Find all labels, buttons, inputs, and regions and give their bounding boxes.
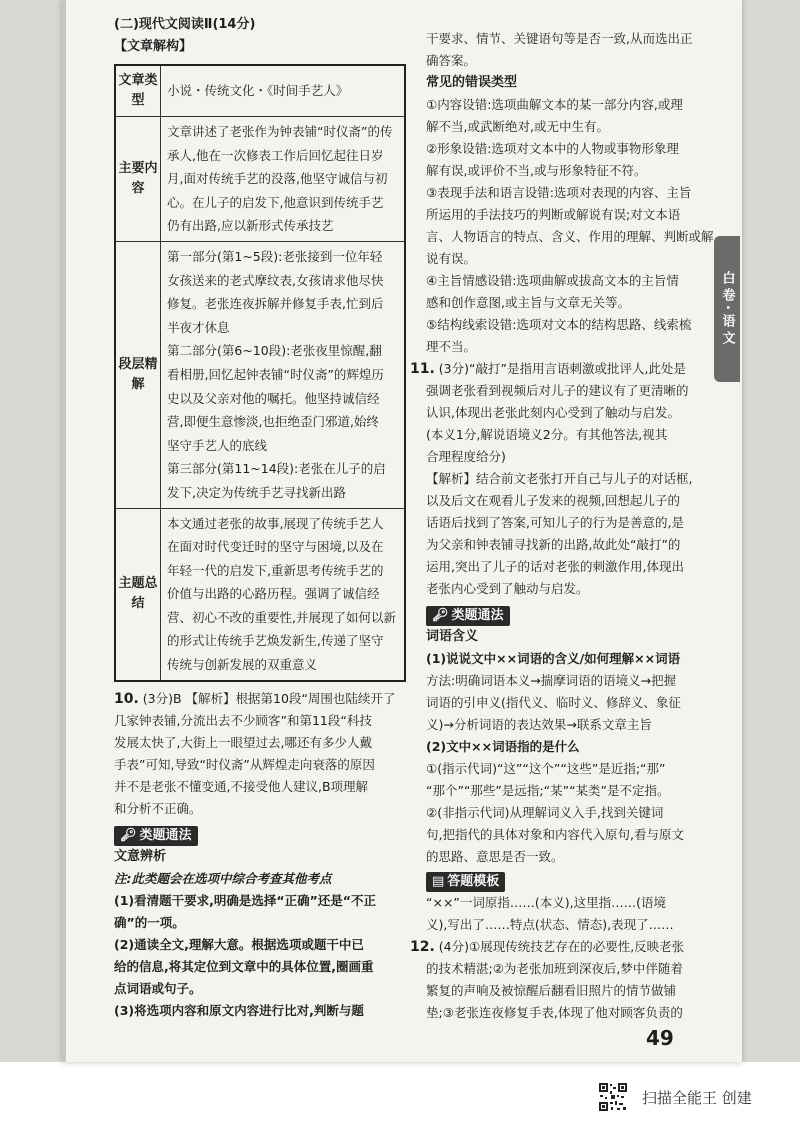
left-column: [114, 14, 402, 1022]
text-line: 并不是老张不懂变通,不接受他人建议,B项理解: [114, 778, 369, 794]
error-heading: 常见的错误类型: [426, 75, 518, 90]
text-line: 言、人物语言的特点、含义、作用的理解、判断或解: [426, 229, 714, 244]
row-label: 段层精解: [115, 241, 161, 508]
template-tag: ▤ 答题模板: [426, 872, 505, 892]
text-line: 营,即便生意惨淡,也拒绝歪门邪道,始终: [167, 414, 379, 430]
text-line: 义),写出了……特点(状态、情态),表现了……: [426, 917, 674, 932]
text-line: 给的信息,将其定位到文章中的具体位置,圈画重: [114, 958, 374, 974]
text-line: 解有误,或评价不当,或与形象特征不符。: [426, 163, 647, 178]
text-line: 义)→分析词语的表达效果→联系文章主旨: [426, 717, 652, 732]
text-line: 和分析不正确。: [114, 800, 202, 816]
text-line: 为父亲和钟表铺寻找新的出路,故此处“敲打”的: [426, 537, 681, 552]
text-line: 修复。老张连夜拆解并修复手表,忙到后: [167, 296, 384, 312]
question-10: [114, 688, 402, 820]
text-line: 认识,体现出老张此刻内心受到了触动与启发。: [426, 405, 680, 420]
text-line: ③表现手法和语言设错:选项对表现的内容、主旨: [426, 185, 692, 200]
text-line: 月,面对传统手艺的没落,他坚守诚信与初: [167, 171, 388, 187]
text-line: (1)说说文中××词语的含义/如何理解××词语: [426, 651, 681, 666]
text-line: 传统与创新发展的双重意义: [167, 657, 318, 673]
text-line: ②(非指示代词)从理解词义入手,找到关键词: [426, 805, 664, 820]
text-line: 几家钟表铺,分流出去不少顾客”和第11段“科技: [114, 712, 372, 728]
table-row: [115, 117, 405, 242]
text-line: 词语的引申义(指代义、临时义、修辞义、象征: [426, 695, 681, 710]
table-row: [115, 65, 405, 117]
row-label: 文章类型: [115, 65, 161, 117]
book-icon: ▤: [432, 874, 445, 889]
text-line: 年轻一代的启发下,重新思考传统手艺的: [167, 562, 384, 578]
text-line: ⑤结构线索设错:选项对文本的结构思路、线索梳: [426, 317, 692, 332]
note-line: 注:此类题会在选项中综合考查其他考点: [114, 870, 332, 886]
text-line: 仍有出路,应以新形式传承技艺: [167, 218, 334, 234]
text-line: (3)将选项内容和原文内容进行比对,判断与题: [114, 1002, 364, 1018]
text-line: “××”一词原指……(本义),这里指……(语境: [426, 895, 667, 910]
article-structure-tag: 【文章解构】: [114, 39, 193, 54]
text-line: 在面对时代变迁时的坚守与困境,以及在: [167, 539, 384, 555]
text-line: 价值与出路的心路历程。强调了诚信经: [167, 586, 380, 602]
text-line: 繁复的声响及被惊醒后翻看旧照片的情节做铺: [426, 983, 677, 998]
text-line: 的技术精湛;②为老张加班到深夜后,梦中伴随着: [426, 961, 683, 976]
text-line: 话语后找到了答案,可知儿子的行为是善意的,是: [426, 515, 684, 530]
row-content: [161, 508, 406, 681]
text-line: 女孩送来的老式摩纹表,女孩请求他尽快: [167, 272, 384, 288]
page-spine-shadow: [62, 0, 66, 1062]
text-line: 坚守手艺人的底线: [167, 437, 268, 453]
text-line: 文章讲述了老张作为钟表铺“时仪斋”的传: [167, 124, 393, 139]
text-line: (2)文中××词语指的是什么: [426, 739, 580, 754]
text-line: 第三部分(第11~14段):老张在儿子的启: [167, 461, 386, 477]
side-tab: 白卷·语文: [714, 236, 740, 382]
qr-code-icon: [598, 1082, 628, 1112]
article-heading: 文意辨析: [114, 848, 167, 864]
question-12: [410, 936, 704, 1024]
row-content: [161, 65, 406, 117]
text-line: 小说・传统文化・《时间手艺人》: [167, 83, 349, 99]
method-tag: 🔑︎ 类题通法: [114, 826, 198, 846]
text-line: 所运用的手法技巧的判断或解说有误;对文本语: [426, 207, 681, 222]
text-line: ④主旨情感设错:选项曲解或拔高文本的主旨情: [426, 273, 679, 288]
text-line: 确”的一项。: [114, 914, 185, 930]
text-line: 句,把指代的具体对象和内容代入原句,看与原文: [426, 827, 684, 842]
text-line: 第一部分(第1~5段):老张接到一位年轻: [167, 248, 383, 264]
scanner-watermark: [598, 1082, 752, 1112]
text-line: 老张内心受到了触动与启发。: [426, 581, 589, 596]
text-line: 垫;③老张连夜修复手表,体现了他对顾客负责的: [426, 1005, 683, 1020]
text-line: 说有误。: [426, 251, 477, 266]
key-icon: 🔑︎: [120, 827, 137, 843]
text-line: 以及后文在观看儿子发来的视频,回想起儿子的: [426, 493, 680, 508]
text-line: (3分)B 【解析】根据第10段“周围也陆续开了: [142, 690, 396, 706]
question-11: [410, 358, 704, 600]
text-line: 发下,决定为传统手艺寻找新出路: [167, 484, 346, 500]
row-label: 主题总结: [115, 508, 161, 681]
text-line: ①内容设错:选项曲解文本的某一部分内容,或理: [426, 97, 683, 112]
text-line: 点词语或句子。: [114, 980, 202, 996]
text-line: (2)通读全文,理解大意。根据选项或题干中已: [114, 936, 364, 952]
text-line: 强调老张看到视频后对儿子的建议有了更清晰的: [426, 383, 689, 398]
text-line: (1)看清题干要求,明确是选择“正确”还是“不正: [114, 892, 377, 908]
text-line: (本义1分,解说语境义2分。有其他答法,视其: [426, 427, 668, 442]
text-line: 心。在儿子的启发下,他意识到传统手艺: [167, 194, 384, 210]
text-line: 理不当。: [426, 339, 477, 354]
text-line: ②形象设错:选项对文本中的人物或事物形象理: [426, 141, 679, 156]
row-content: [161, 117, 406, 242]
article-structure-table: [114, 64, 406, 682]
text-line: 半夜才休息: [167, 319, 230, 335]
text-line: 干要求、情节、关键语句等是否一致,从而选出正: [426, 31, 693, 46]
section-title: (二)现代文阅读Ⅱ(14分): [114, 17, 256, 32]
word-heading: 词语含义: [426, 629, 479, 644]
scanner-credit: 扫描全能王 创建: [642, 1088, 752, 1107]
text-line: (4分)①展现传统技艺存在的必要性,反映老张: [438, 939, 685, 954]
method-tag: 🔑︎ 类题通法: [426, 606, 510, 626]
text-line: 运用,突出了儿子的话对老张的刺激作用,体现出: [426, 559, 684, 574]
text-line: 发展太快了,大街上一眼望过去,哪还有多少人戴: [114, 734, 372, 750]
text-line: 的形式让传统手艺焕发新生,传递了坚守: [167, 633, 384, 649]
text-line: ①(指示代词)“这”“这个”“这些”是近指;“那”: [426, 761, 666, 776]
text-line: 手表”可知,导致“时仪斋”从辉煌走向衰落的原因: [114, 756, 375, 772]
text-line: 【解析】结合前文老张打开自己与儿子的对话框,: [426, 471, 693, 486]
text-line: 的思路、意思是否一致。: [426, 849, 564, 864]
question-number: 10.: [114, 690, 139, 707]
text-line: 本文通过老张的故事,展现了传统手艺人: [167, 515, 384, 531]
text-line: 感和创作意图,或主旨与文章无关等。: [426, 295, 630, 310]
row-label: 主要内容: [115, 117, 161, 242]
table-row: [115, 241, 405, 508]
table-row: [115, 508, 405, 681]
key-icon: 🔑︎: [432, 608, 449, 623]
text-line: 方法:明确词语本义→揣摩词语的语境义→把握: [426, 673, 677, 688]
text-line: (3分)“敲打”是指用言语刺激或批评人,此处是: [438, 361, 686, 376]
text-line: 看相册,回忆起钟表铺“时仪斋”的辉煌历: [167, 366, 384, 382]
text-line: 第二部分(第6~10段):老张夜里惊醒,翻: [167, 343, 382, 359]
text-line: 确答案。: [426, 53, 477, 68]
text-line: “那个”“那些”是远指;“某”“某类”是不定指。: [426, 783, 670, 798]
page-number: 49: [646, 1026, 674, 1050]
text-line: 合理程度给分): [426, 449, 506, 464]
question-number: 12.: [410, 939, 435, 955]
row-content: [161, 241, 406, 508]
text-line: 承人,他在一次修表工作后回忆起往日岁: [167, 147, 384, 163]
right-column: [410, 28, 714, 1024]
text-line: 解不当,或武断绝对,或无中生有。: [426, 119, 609, 134]
text-line: 史以及父亲对他的嘱托。他坚持诚信经: [167, 390, 380, 406]
question-number: 11.: [410, 361, 435, 377]
text-line: 营、初心不改的重要性,并展现了如何以新: [167, 609, 396, 625]
